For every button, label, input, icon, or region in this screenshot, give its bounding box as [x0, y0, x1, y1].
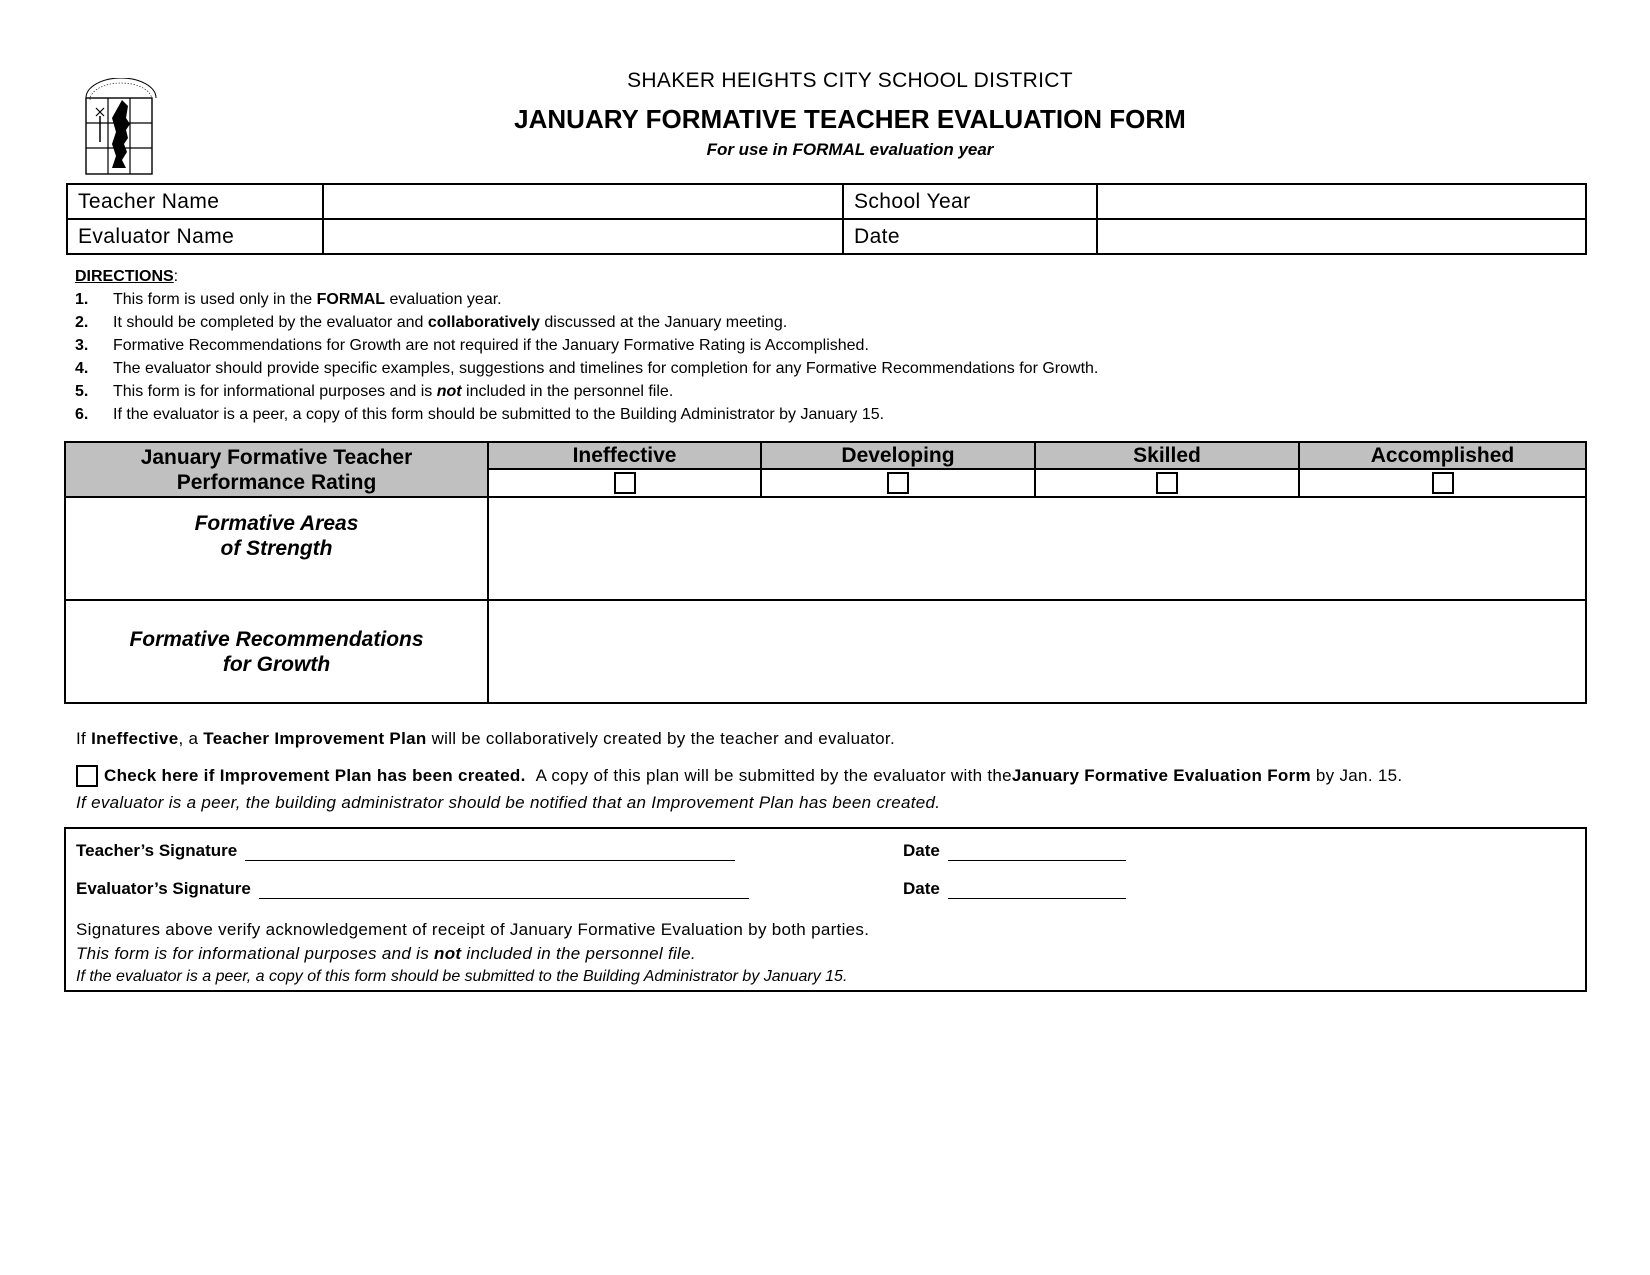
school-year-label: School Year — [843, 184, 1097, 219]
evaluator-signature-row — [76, 879, 749, 899]
directions-item: 5. This form is for informational purposes and is not included in the personnel file. — [75, 380, 1098, 403]
strength-field[interactable] — [488, 497, 1586, 600]
directions-list — [75, 288, 1098, 426]
level-accomplished-cell — [1299, 469, 1586, 497]
rating-label-line1: January Formative Teacher — [140, 445, 413, 469]
level-ineffective-header: Ineffective — [488, 442, 761, 469]
evaluator-date-field[interactable] — [948, 880, 1126, 899]
rating-table — [64, 441, 1587, 704]
form-title: JANUARY FORMATIVE TEACHER EVALUATION FORM — [514, 104, 1186, 134]
level-ineffective-cell — [488, 469, 761, 497]
evaluator-signature-label: Evaluator’s Signature — [76, 879, 251, 898]
improvement-plan-note: If Ineffective, a Teacher Improvement Plan will be collaboratively created by the teacher and evaluator. — [76, 729, 895, 748]
signature-box — [64, 827, 1587, 992]
skilled-checkbox[interactable] — [1156, 472, 1178, 494]
directions-item-number: 1. — [75, 291, 89, 308]
level-developing-header: Developing — [761, 442, 1035, 469]
developing-checkbox[interactable] — [887, 472, 909, 494]
peer-submission-note: If the evaluator is a peer, a copy of this form should be submitted to the Building Administrator by January 15. — [76, 968, 848, 985]
rating-label — [65, 442, 488, 497]
teacher-name-field[interactable] — [323, 184, 843, 219]
date-label: Date — [843, 219, 1097, 254]
directions — [75, 265, 1098, 426]
directions-item: 2. It should be completed by the evaluator and collaboratively discussed at the January meeting. — [75, 311, 1098, 334]
level-accomplished-header: Accomplished — [1299, 442, 1586, 469]
informational-note: This form is for informational purposes and is not included in the personnel file. — [76, 944, 696, 963]
growth-label-line1: Formative Recommendations — [129, 627, 424, 651]
info-table — [66, 183, 1587, 255]
strength-label — [65, 497, 488, 600]
evaluator-date-row — [903, 879, 1126, 899]
district-name: SHAKER HEIGHTS CITY SCHOOL DISTRICT — [627, 69, 1073, 92]
date-field[interactable] — [1097, 219, 1586, 254]
teacher-signature-label: Teacher’s Signature — [76, 841, 238, 860]
strength-label-line2: of Strength — [220, 536, 333, 560]
teacher-signature-field[interactable] — [245, 842, 735, 861]
improvement-plan-checkbox[interactable] — [76, 765, 98, 787]
form-subtitle: For use in FORMAL evaluation year — [706, 140, 994, 159]
school-year-field[interactable] — [1097, 184, 1586, 219]
teacher-date-field[interactable] — [948, 842, 1126, 861]
evaluator-date-label: Date — [903, 879, 940, 898]
directions-item: 3. Formative Recommendations for Growth are not required if the January Formative Rating is Accomplished. — [75, 334, 1098, 357]
directions-item-number: 6. — [75, 406, 89, 423]
growth-label — [65, 600, 488, 703]
signature-ack-note: Signatures above verify acknowledgement of receipt of January Formative Evaluation by both parties. — [76, 920, 870, 939]
teacher-date-label: Date — [903, 841, 940, 860]
growth-field[interactable] — [488, 600, 1586, 703]
teacher-date-row — [903, 841, 1126, 861]
accomplished-checkbox[interactable] — [1432, 472, 1454, 494]
level-developing-cell — [761, 469, 1035, 497]
growth-label-line2: for Growth — [222, 652, 331, 676]
directions-item: 4. The evaluator should provide specific examples, suggestions and timelines for completion for any Formative Recommendations for Growth. — [75, 357, 1098, 380]
directions-heading: DIRECTIONS: — [75, 268, 179, 285]
rating-label-line2: Performance Rating — [176, 470, 377, 494]
level-skilled-cell — [1035, 469, 1299, 497]
directions-item-number: 3. — [75, 337, 89, 354]
improvement-plan-check-label: Check here if Improvement Plan has been created. — [104, 766, 526, 785]
improvement-plan-check-row: Check here if Improvement Plan has been created. A copy of this plan will be submitted by the evaluator with the January Formative Evaluation Form by Jan. 15. — [76, 765, 1402, 787]
strength-label-line1: Formative Areas — [194, 511, 359, 535]
directions-item: 6. If the evaluator is a peer, a copy of this form should be submitted to the Building Administrator by January 15. — [75, 403, 1098, 426]
evaluator-name-label: Evaluator Name — [67, 219, 323, 254]
peer-note: If evaluator is a peer, the building administrator should be notified that an Improvement Plan has been created. — [76, 793, 941, 812]
directions-item: 1. This form is used only in the FORMAL evaluation year. — [75, 288, 1098, 311]
teacher-name-label: Teacher Name — [67, 184, 323, 219]
directions-item-number: 4. — [75, 360, 89, 377]
directions-item-number: 2. — [75, 314, 89, 331]
evaluator-name-field[interactable] — [323, 219, 843, 254]
level-skilled-header: Skilled — [1035, 442, 1299, 469]
teacher-signature-row — [76, 841, 735, 861]
directions-item-number: 5. — [75, 383, 89, 400]
evaluator-signature-field[interactable] — [259, 880, 749, 899]
ineffective-checkbox[interactable] — [614, 472, 636, 494]
